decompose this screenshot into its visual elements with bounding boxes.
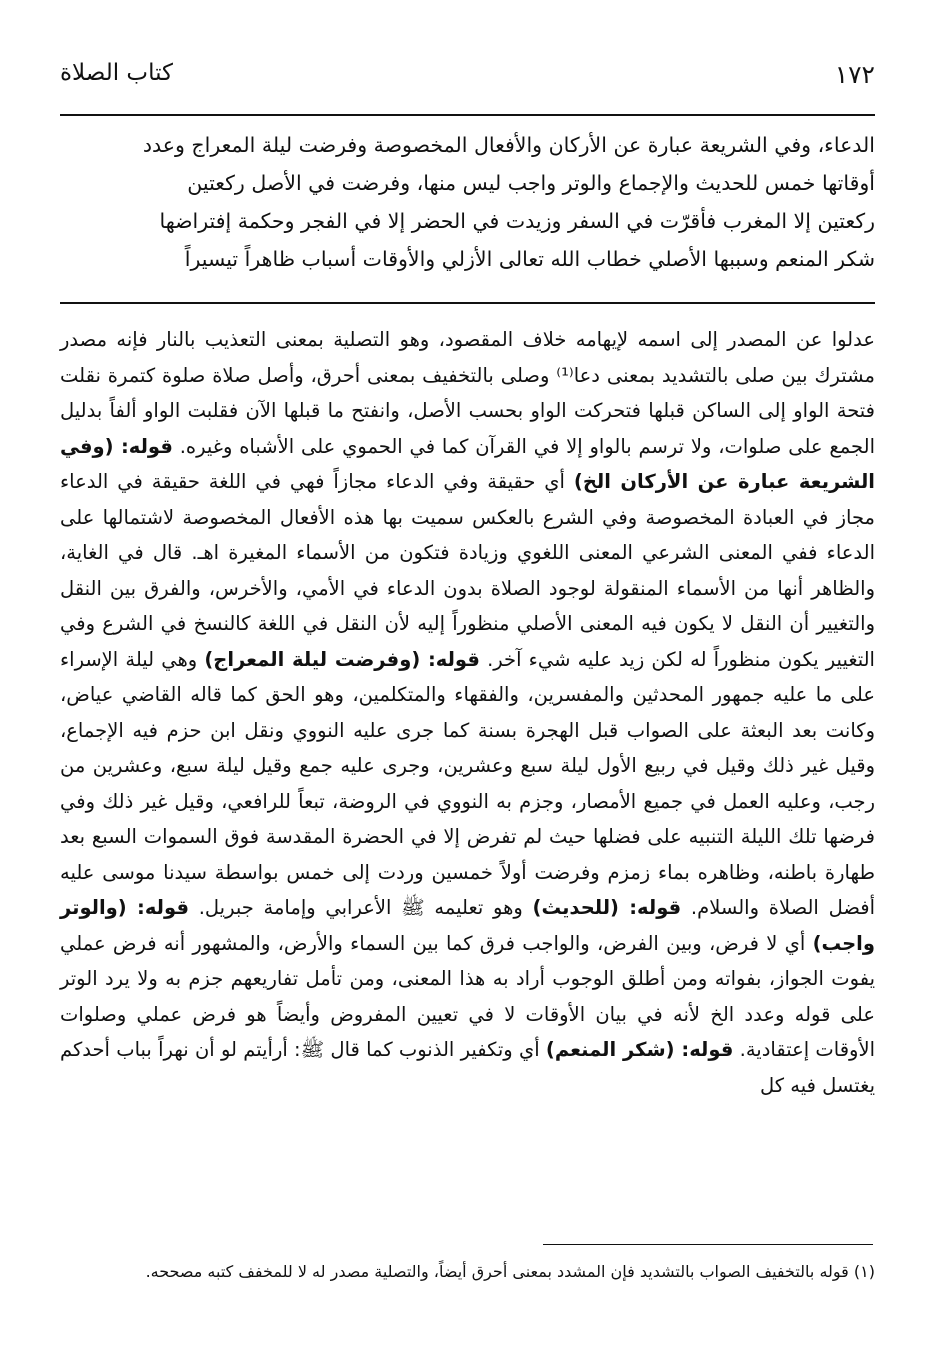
main-text [60, 126, 875, 278]
header-divider [60, 114, 875, 116]
quoted-phrase: قوله: (وفي الشريعة عبارة عن الأركان الخ) [60, 434, 875, 493]
main-text-line: شكر المنعم وسببها الأصلي خطاب الله تعالى الأزلي والأوقات أسباب ظاهراً تيسيراً [184, 247, 875, 271]
quoted-phrase: قوله: (والوتر واجب) [60, 896, 875, 955]
commentary-text [60, 322, 875, 1103]
running-title: كتاب الصلاة [60, 60, 173, 86]
commentary-segment: وهي ليلة الإسراء على ما عليه جمهور المحدثين والمفسرين، والفقهاء والمتكلمين، وهو الحق كما قاله القاضي عياض، وكانت بعد البعثة على الصواب قبل الهجرة بسنة كما جرى عليه النووي ونقل ابن حزم فيه الإجماع، وقيل غير ذلك وقيل في ربيع الأول ليلة سبع وعشرين، وجرى عليه جمع وقيل ليلة سبع، وعشرين من رجب، وعليه العمل في جميع الأمصار، وجزم به النووي في الروضة، تبعاً للرافعي، وقيل غير ذلك وفي فرضها تلك الليلة التنبيه على فضلها حيث لم تفرض إلا في الحضرة المقدسة فوق السموات السبع بعد طهارة باطنه، وظاهره بماء زمزم وفرضت أولاً خمسين وردت إلى خمس بواسطة سيدنا موسى عليه أفضل الصلاة والسلام. [60, 647, 875, 919]
quoted-phrase: قوله: (شكر المنعم) [545, 1038, 734, 1061]
commentary-segment: أي لا فرض، وبين الفرض، والواجب فرق كما بين السماء والأرض، والمشهور أنه فرض عملي يفوت الجواز، بفواته ومن أطلق الوجوب أراد به هذا المعنى، ومن تأمل تفاريعهم جزم به ولا يرد الوتر على قوله وعدد الخ لأنه في بيان الأوقات لا في تعيين المفروض وأيضاً هو فرض عملي وصلوات الأوقات إعتقادية. [60, 931, 875, 1061]
commentary-segment: أي حقيقة وفي الدعاء مجازاً فهي في اللغة حقيقة في الدعاء مجاز في العبادة المخصوصة وفي الشرع بالعكس سميت بها هذه الأفعال المخصوصة لاشتمالها على الدعاء ففي المعنى الشرعي المعنى اللغوي وزيادة فتكون من الأسماء المغيرة اهـ. قال في الغاية، والظاهر أنها من الأسماء المنقولة لوجود الصلاة بدون الدعاء في الأمي، والأخرس، والفرق بين النقل والتغيير أن النقل لا يكون فيه المعنى الأصلي منظوراً إليه لأن النقل في اللغة كالنسخ في الشرع وفي التغيير يكون منظوراً له لكن زيد عليه شيء آخر. [60, 470, 875, 671]
main-text-divider [60, 302, 875, 304]
page-number: ١٧٢ [834, 60, 875, 89]
footnote-divider [543, 1244, 873, 1245]
page-header [60, 60, 875, 100]
commentary-segment: وهو تعليمه ﷺ الأعرابي وإمامة جبريل. [188, 896, 533, 919]
quoted-phrase: قوله: (وفرضت ليلة المعراج) [204, 647, 480, 671]
footnote: (١) قوله بالتخفيف الصواب بالتشديد فإن المشدد بمعنى أحرق أيضاً، والتصلية مصدر له لا للمخفف كتبه مصححه. [145, 1262, 875, 1281]
quoted-phrase: قوله: (للحديث) [532, 896, 682, 919]
main-text-line: ركعتين إلا المغرب فأقرّت في السفر وزيدت في الحضر إلا في الفجر وحكمة إفتراضها [159, 209, 875, 233]
commentary-segment: عدلوا عن المصدر إلى اسمه لإيهامه خلاف المقصود، وهو التصلية بمعنى التعذيب بالنار فإنه مصدر مشترك بين صلى بالتشديد بمعنى دعا⁽¹⁾ وصلى بالتخفيف بمعنى أحرق، وأصل صلاة صلوة كتمرة نقلت فتحة الواو إلى الساكن قبلها فتحركت الواو بحسب الأصل، وانفتح ما قبلها الآن فقلبت الواو ألفاً بدليل الجمع على صلوات، ولا ترسم بالواو إلا في القرآن كما في الحموي على الأشباه وغيره. [60, 328, 875, 458]
commentary-segment: أي وتكفير الذنوب كما قال ﷺ: أرأيتم لو أن نهراً بباب أحدكم يغتسل فيه كل [60, 1038, 875, 1097]
main-text-line: أوقاتها خمس للحديث والإجماع والوتر واجب ليس منها، وفرضت في الأصل ركعتين [187, 171, 875, 195]
main-text-line: الدعاء، وفي الشريعة عبارة عن الأركان والأفعال المخصوصة وفرضت ليلة المعراج وعدد [142, 133, 875, 157]
